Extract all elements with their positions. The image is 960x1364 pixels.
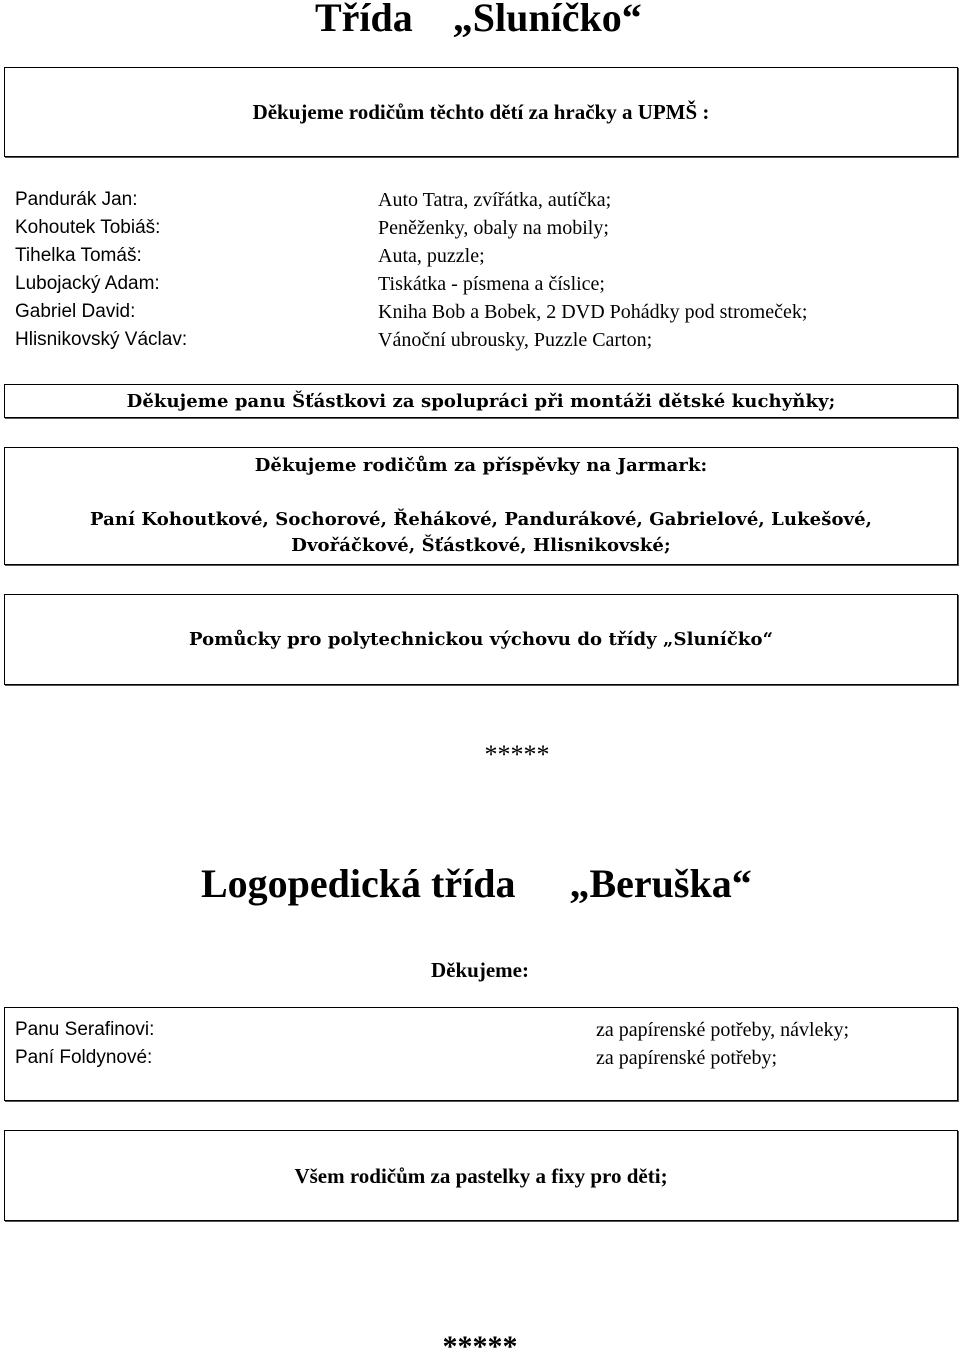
child-name: Pandurák Jan: <box>15 189 138 210</box>
child-name: Kohoutek Tobiáš: <box>15 217 161 238</box>
gift-items: Tiskátka - písmena a číslice; <box>378 273 605 295</box>
sponsor-items: za papírenské potřeby; <box>596 1047 778 1069</box>
page-title <box>315 0 642 41</box>
thanks-jarmark-box <box>4 447 958 565</box>
gift-row <box>15 326 945 354</box>
gifts-list <box>15 186 945 354</box>
thanks-supplies-box <box>4 1007 958 1101</box>
gift-row <box>15 214 945 242</box>
separator-stars: ***** <box>484 740 550 769</box>
child-name: Lubojacký Adam: <box>15 273 160 294</box>
sponsor-name: Panu Serafinovi: <box>15 1019 155 1040</box>
polytechnic-box <box>4 594 958 685</box>
separator-stars-bottom: ***** <box>442 1330 518 1363</box>
section-title-logopedic <box>201 860 752 907</box>
gift-items: Auto Tatra, zvířátka, autíčka; <box>378 189 612 211</box>
thanks-toys-text: Děkujeme rodičům těchto dětí za hračky a UPMŠ : <box>252 100 710 124</box>
gift-row <box>15 242 945 270</box>
gift-row <box>15 186 945 214</box>
title-class-name: „Sluníčko“ <box>452 0 642 40</box>
jarmark-heading: Děkujeme rodičům za příspěvky na Jarmark: <box>254 455 708 476</box>
thanks-label: Děkujeme: <box>431 958 529 982</box>
thanks-crayons-text: Všem rodičům za pastelky a fixy pro děti; <box>294 1164 668 1188</box>
section-title-prefix: Logopedická třída <box>201 861 516 906</box>
sponsor-items: za papírenské potřeby, návleky; <box>596 1019 850 1041</box>
gift-items: Peněženky, obaly na mobily; <box>378 217 609 239</box>
child-name: Gabriel David: <box>15 301 136 322</box>
gift-row <box>15 298 945 326</box>
polytechnic-text: Pomůcky pro polytechnickou výchovu do třídy „Sluníčko“ <box>188 629 774 650</box>
gift-items: Auta, puzzle; <box>378 245 485 267</box>
thanks-kitchen-text: Děkujeme panu Šťástkovi za spolupráci při montáži dětské kuchyňky; <box>126 391 836 412</box>
gift-row <box>15 270 945 298</box>
thanks-toys-box <box>4 67 958 157</box>
title-prefix: Třída <box>315 0 413 40</box>
gift-items: Vánoční ubrousky, Puzzle Carton; <box>378 329 653 351</box>
section-title-class-name: „Beruška“ <box>569 861 752 906</box>
child-name: Hlisnikovský Václav: <box>15 329 188 350</box>
thanks-crayons-box <box>4 1130 958 1221</box>
child-name: Tihelka Tomáš: <box>15 245 142 266</box>
sponsor-name: Paní Foldynové: <box>15 1047 153 1068</box>
jarmark-line-1: Paní Kohoutkové, Sochorové, Řehákové, Pandurákové, Gabrielové, Lukešové, <box>89 509 873 530</box>
jarmark-line-2: Dvořáčkové, Šťástkové, Hlisnikovské; <box>291 535 671 556</box>
thanks-kitchen-box <box>4 384 958 418</box>
gift-items: Kniha Bob a Bobek, 2 DVD Pohádky pod stromeček; <box>378 301 808 323</box>
